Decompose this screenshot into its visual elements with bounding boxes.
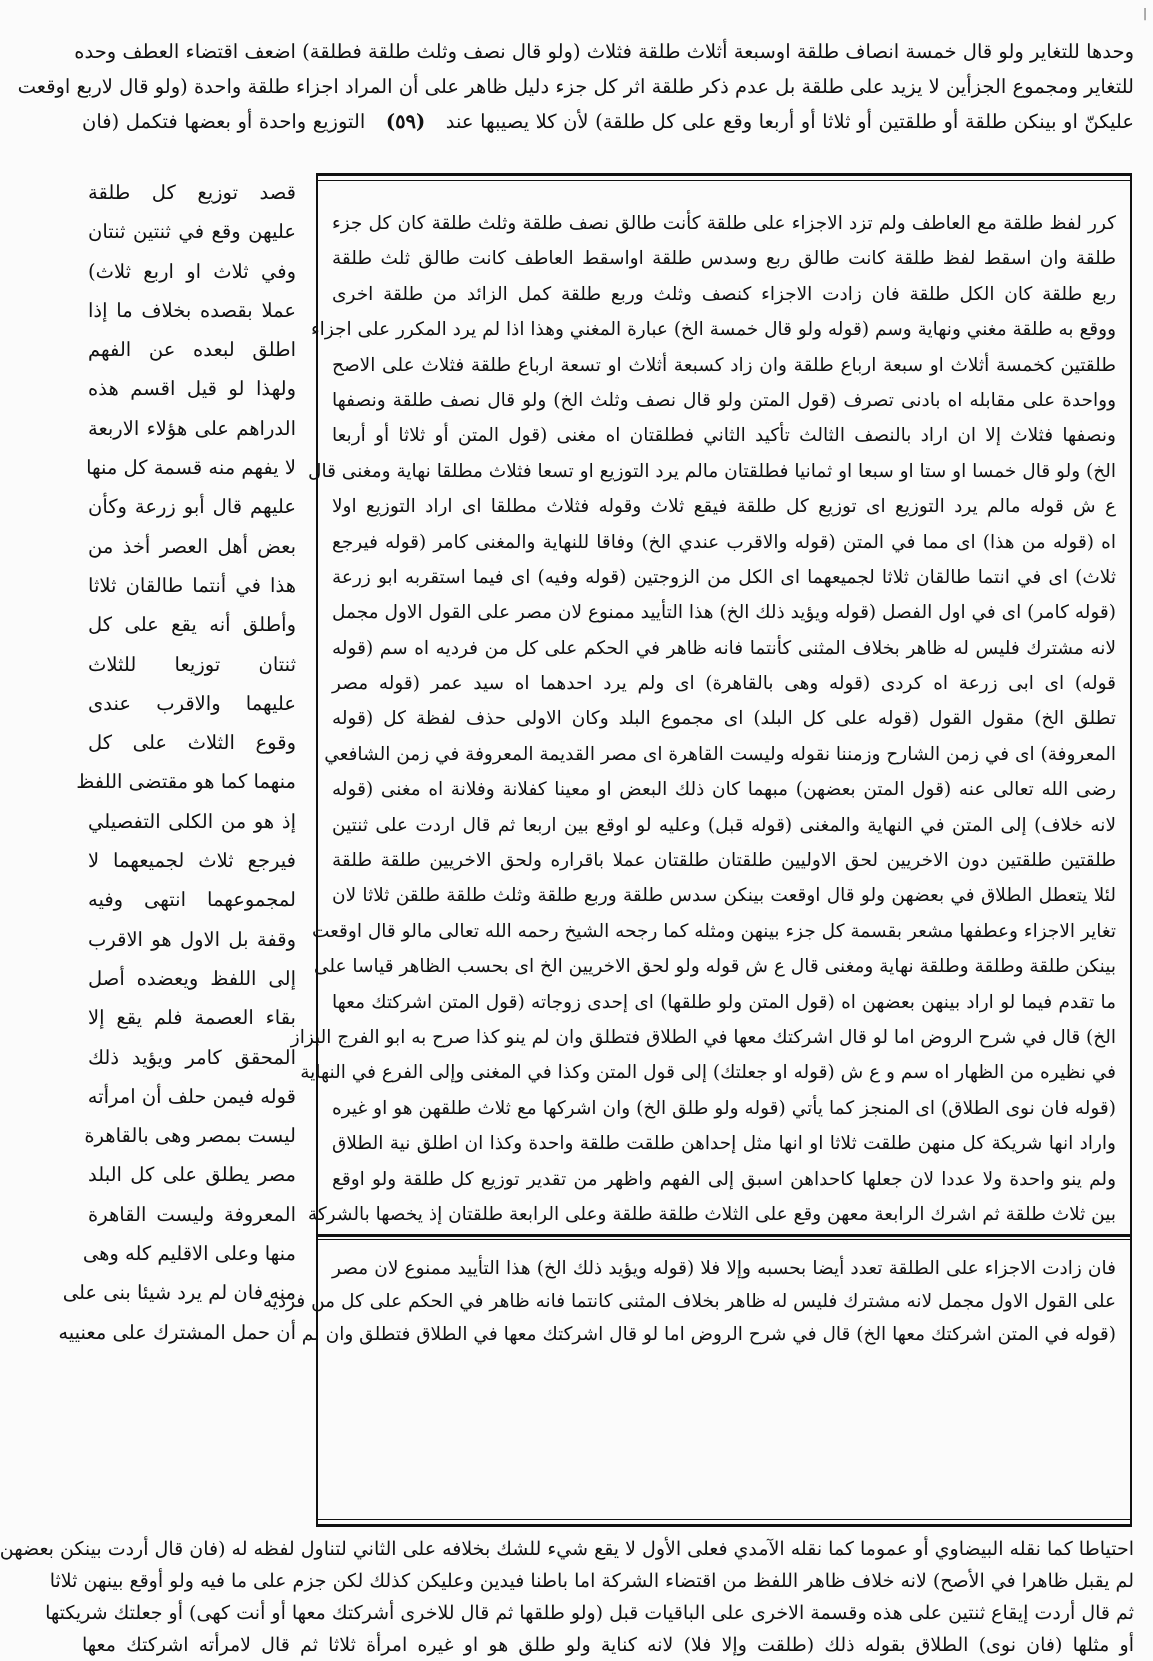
top-line: للتغاير ومجموع الجزأين لا يزيد على طلقة بل عدم ذكر طلقة اثر كل جزء دليل ظاهر على أن المراد اجزاء طلقة واحدة (ولو قال لاربع اوقعت [17, 75, 1134, 98]
commentary-line: لئلا يتعطل الطلاق في بعضهن ولو قال اوقعت بينكن سدس طلقة وربع طلقة وثلث طلقة طلقن ثلاثا لان [332, 885, 1116, 907]
side-line: هذا في أنتما طالقان ثلاثا [88, 573, 296, 597]
bottom-line: ثم قال أردت إيقاع ثنتين على هذه وقسمة الاخرى على الباقيات قبل (ولو طلقها ثم قال للاخرى أشركتك معها أو أنت كهى) أو جعلتك شريكتها [45, 1602, 1134, 1624]
commentary-line: طلقتين كخمسة أثلاث او سبعة ارباع طلقة وان زاد كسبعة أثلاث او تسعة ارباع طلقة فثلاث على الاصح [332, 354, 1116, 376]
side-line: عليهم قال أبو زرعة وكأن [88, 495, 296, 519]
top-line-part: عليكنّ او بينكن طلقة أو طلقتين أو ثلاثا أو أربعا وقع على كل طلقة) لأن كلا يصيبها عند [445, 110, 1135, 133]
top-text-block [17, 34, 1135, 139]
commentary-line: ما تقدم فيما لو اراد بينهن بعضهن اه (قول المتن ولو طلقها) اى إحدى زوجاته (قول المتن اشركتك معها [332, 991, 1116, 1013]
commentary-line: ربع طلقة كان الكل طلقة فان زادت الاجزاء كنصف وثلث وربع طلقة كمل الزائد من طلقة اخرى [332, 283, 1116, 305]
commentary-line: وواحدة على مقابله اه بادنى تصرف (قول المتن ولو قال نصف وثلث الخ) ولو قال نصف طلقة ونصفها [332, 389, 1116, 411]
commentary-line: (قوله كامر) اى في اول الفصل (قوله ويؤيد ذلك الخ) هذا التأييد ممنوع لان مصر على القول الاول مجمل [332, 602, 1116, 624]
side-column [58, 173, 296, 1352]
side-line: المعروفة وليست القاهرة [88, 1202, 296, 1226]
commentary-line: ولم ينو واحدة ولا عددا لان جعلها كاحداهن اسبق إلى الفهم واظهر من تقدير توزيع كل طلقة ولو اوقع [332, 1168, 1116, 1190]
side-line: بعض أهل العصر أخذ من [88, 534, 296, 558]
commentary-line: طلقتين طلقتين دون الاخريين لحق الاوليين طلقتان طلقتان عملا باقراره ولحق الاخريين طلقة طلقة [332, 850, 1116, 872]
section-divider [318, 1234, 1130, 1237]
commentary-line: المعروفة) اى في زمن الشارح وزمننا نقوله وليست القاهرة اى مصر القديمة المعروفة في زمن الشافعي [324, 743, 1116, 765]
commentary-line: ع ش قوله مالم يرد التوزيع اى توزيع كل طلقة فيقع ثلاث وقوله فثلاث مطلقا اى اراد التوزيع اولا [332, 496, 1116, 518]
commentary-line: قوله) اى ابى زرعة اه كردى (قوله وهى بالقاهرة) اى ولم يرد احدهما اه سيد عمر (قوله مصر [332, 673, 1116, 695]
side-line: منه فان لم يرد شيئا بنى على [62, 1281, 296, 1305]
side-line: عليهما والاقرب عندى [88, 691, 296, 715]
top-line: وحدها للتغاير ولو قال خمسة انصاف طلقة اوسبعة أثلاث طلقة فثلاث (ولو قال نصف وثلث طلقة فطلقة) اضعف اقتضاء العطف وحده [74, 40, 1134, 63]
commentary-lower-line: فان زادت الاجزاء على الطلقة تعدد أيضا بحسبه وإلا فلا (قوله ويؤيد ذلك الخ) هذا التأييد ممنوع لان مصر [332, 1258, 1116, 1279]
side-line: بقاء العصمة فلم يقع إلا [88, 1006, 296, 1030]
commentary-line: (قوله فان نوى الطلاق) اى المنجز كما يأتي (قوله ولو طلق الخ) وان اشركها مع ثلاث طلقهن هو او غيره [332, 1097, 1116, 1119]
side-line: قوله فيمن حلف أن امرأته [87, 1084, 296, 1108]
side-line: ثنتان توزيعا للثلاث [88, 652, 296, 676]
page-number: (٥٩) [385, 110, 426, 133]
side-line: عليهن وقع في ثنتين ثنتان [88, 220, 296, 244]
commentary-line: ووقع به طلقة مغني ونهاية وسم (قوله ولو قال خمسة الخ) عبارة المغني وهذا اذا لم يرد المكرر على اجزاء [310, 319, 1116, 341]
side-line: منها وعلى الاقليم كله وهى [82, 1242, 296, 1266]
commentary-line: ونصفها فثلاث إلا ان اراد بالنصف الثالث تأكيد الثاني فطلقتان اه مغنى (قول المتن أو ثلاثا أو أربعا [332, 425, 1116, 447]
commentary-line: الخ) قال في شرح الروض اما لو قال اشركتك معها في الطلاق فتطلق وان لم ينو كذا صرح به ابو الفرج البزاز [290, 1026, 1116, 1048]
bottom-line: لم يقبل ظاهرا في الأصح) لانه خلاف ظاهر اللفظ من اقتضاء الشركة اما باطنا فيدين وعليكن كذلك لكن جزم على ما فيه ولو أوقع بينهن ثلاثا [49, 1570, 1134, 1592]
side-line: منهما كما هو مقتضى اللفظ [76, 770, 296, 794]
side-line: لمجموعهما انتهى وفيه [88, 888, 296, 912]
commentary-upper [290, 206, 1116, 1232]
side-line: إذ هو من الكلى التفصيلي [88, 809, 296, 833]
side-line: ولهذا لو قيل اقسم هذه [88, 377, 296, 401]
bottom-line: احتياطا كما نقله البيضاوي أو عموما كما نقله الآمدي فعلى الأول لا يقع شيء للشك بخلافه على الثاني لتناول لفظه له (فان قال أردت بينكن بعضهن [0, 1538, 1134, 1560]
page-corner-mark: | [1142, 6, 1147, 20]
commentary-lower-line: (قوله في المتن اشركتك معها الخ) قال في شرح الروض اما لو قال اشركتك معها في الطلاق فتطلق وان لم [301, 1324, 1116, 1345]
side-line: ليست بمصر وهى بالقاهرة [84, 1124, 296, 1148]
bottom-text-block [0, 1533, 1134, 1661]
side-line: وقفة بل الاول هو الاقرب [88, 927, 296, 951]
commentary-line: لانه مشترك فليس له ظاهر بخلاف المثنى كأنتما فانه ظاهر في الحكم على كل من فرديه اه سم (قوله [332, 637, 1116, 659]
side-line: إلى اللفظ ويعضده أصل [88, 966, 296, 990]
top-line-with-page-number [82, 104, 1134, 139]
commentary-line: واراد انها شريكة كل منهن طلقت ثلاثا او انها مثل إحداهن طلقت طلقة واحدة وكذا ان اطلق نية الطلاق [332, 1133, 1116, 1155]
commentary-lower-line: على القول الاول مجمل لانه مشترك فليس له ظاهر بخلاف المثنى كانتما فانه ظاهر في الحكم على كل من فرديه [262, 1291, 1116, 1312]
commentary-line: في نظيره من الظهار اه سم و ع ش (قوله او جعلتك) إلى قول المتن وكذا في المغنى وإلى الفرع في النهاية [300, 1062, 1116, 1084]
side-line: وفي ثلاث او اربع ثلاث) [88, 259, 296, 283]
side-line: لا يفهم منه قسمة كل منها [86, 456, 296, 480]
commentary-line: تغاير الاجزاء وعطفها مشعر بقسمة كل جزء بينهن ومثله كما رجحه الشيخ رحمه الله تعالى مالو قال اوقعت [311, 920, 1116, 942]
commentary-line: بين ثلاث طلقة ثم اشرك الرابعة معهن وقع على الثلاث طلقة طلقة وعلى الرابعة طلقتان إذ يخصها بالشركة [307, 1203, 1116, 1225]
commentary-line: رضى الله تعالى عنه (قول المتن بعضهن) مبهما كان ذلك البعض او معينا كفلانة وفلانة اه مغنى (قوله [332, 779, 1116, 801]
commentary-line: لانه خلاف) إلى المتن في النهاية والمغنى (قوله قبل) وعليه لو اوقع بين اربعا ثم قال اردت على ثنتين [332, 814, 1116, 836]
side-line: اطلق لبعده عن الفهم [88, 338, 296, 362]
commentary-line: بينكن طلقة وطلقة وطلقة نهاية ومغنى قال ع ش قوله ولو لحق الاخريين الخ اى بحسب الظاهر قياسا على [313, 956, 1116, 978]
commentary-line: طلقة وان اسقط لفظ طلقة كانت طالق ربع وسدس طلقة اواسقط العاطف كانت طالق ثلث طلقة [332, 248, 1116, 270]
side-line: وأطلق أنه يقع على كل [88, 613, 296, 637]
commentary-line: كرر لفظ طلقة مع العاطف ولم تزد الاجزاء على طلقة كأنت طالق نصف طلقة وثلث طلقة كان كل جزء [332, 213, 1116, 234]
commentary-line: تطلق الخ) مقول القول (قوله على كل البلد) اى مجموع البلد وكان الاولى حذف لفظة كل (قوله [332, 708, 1116, 730]
commentary-lower [262, 1252, 1116, 1351]
side-line: عملا بقصده بخلاف ما إذا [88, 298, 296, 322]
side-line: وقوع الثلاث على كل [88, 731, 296, 755]
side-line: أن حمل المشترك على معنييه [58, 1320, 296, 1344]
side-line: قصد توزيع كل طلقة [88, 181, 296, 204]
bottom-line: أو مثلها (فان نوى) الطلاق بقوله ذلك (طلقت وإلا فلا) لانه كناية ولو طلق هو او غيره امرأة ثلاثا ثم قال لامرأته اشركتك معها [82, 1634, 1134, 1656]
commentary-line: الخ) ولو قال خمسا او ستا او سبعا او ثمانيا فطلقتان مالم يرد التوزيع او تسعا فثلاث مطلقا نهاية ومغنى قال [308, 460, 1116, 482]
top-line-part: التوزيع واحدة أو بعضها فتكمل (فان [82, 110, 366, 133]
commentary-box [262, 173, 1132, 1527]
side-line: المحقق كامر ويؤيد ذلك [88, 1045, 296, 1069]
side-line: الدراهم على هؤلاء الاربعة [88, 416, 296, 440]
side-line: مصر يطلق على كل البلد [88, 1163, 296, 1187]
side-line: فيرجع ثلاث لجميعهما لا [88, 849, 296, 873]
commentary-line: اه (قوله من هذا) اى مما في المتن (قوله والاقرب عندي الخ) وفاقا للنهاية والمغنى كامر (قوله فيرجع [332, 531, 1116, 553]
commentary-line: ثلاث) اى في انتما طالقان ثلاثا لجميعهما اى الكل من الزوجتين (قوله وفيه) اى فيما استقربه ابو زرعة [332, 566, 1116, 588]
